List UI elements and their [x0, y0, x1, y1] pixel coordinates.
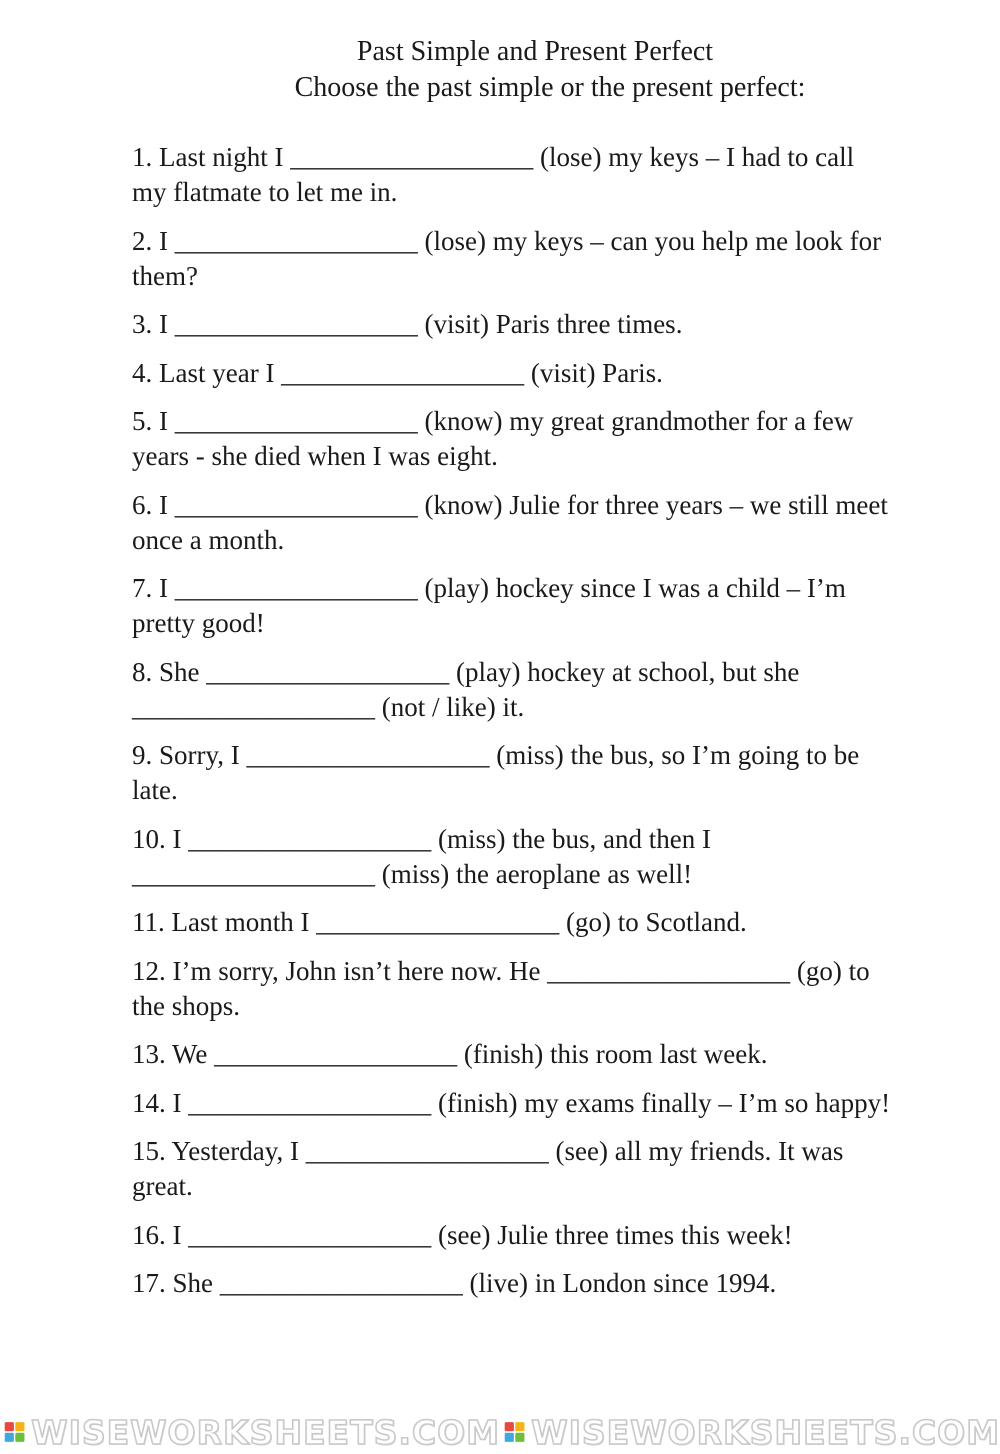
- exercise-item-8: 8. She __________________ (play) hockey at school, but she __________________ (not / like) it.: [132, 656, 800, 722]
- wiseworksheets-logo-icon: [4, 1417, 25, 1447]
- worksheet-instruction: Choose the past simple or the present perfect:: [294, 72, 806, 103]
- exercise-item-16: 16. I __________________ (see) Julie three times this week!: [132, 1219, 793, 1250]
- watermark-text: WISEWORKSHEETS.COM: [531, 1412, 1000, 1452]
- wiseworksheets-logo-icon: [504, 1417, 525, 1447]
- exercise-item-6: 6. I __________________ (know) Julie for three years – we still meet once a month.: [132, 489, 888, 555]
- exercise-item-12: 12. I’m sorry, John isn’t here now. He __________________ (go) to the shops.: [132, 955, 870, 1021]
- exercise-item-4: 4. Last year I __________________ (visit) Paris.: [132, 357, 663, 388]
- exercise-item-11: 11. Last month I __________________ (go) to Scotland.: [132, 907, 747, 937]
- exercise-item-5: 5. I __________________ (know) my great grandmother for a few years - she died when I was eight.: [132, 406, 854, 471]
- exercise-item-13: 13. We __________________ (finish) this room last week.: [132, 1039, 768, 1069]
- exercise-item-17: 17. She __________________ (live) in London since 1994.: [132, 1268, 777, 1298]
- worksheet-title: Past Simple and Present Perfect: [356, 36, 714, 67]
- exercise-item-3: 3. I __________________ (visit) Paris three times.: [132, 309, 683, 339]
- watermark-text: WISEWORKSHEETS.COM: [31, 1412, 500, 1452]
- exercise-item-1: 1. Last night I __________________ (lose) my keys – I had to call my flatmate to let me in.: [132, 142, 855, 207]
- watermark-block-left: [0, 1410, 500, 1454]
- exercise-item-14: 14. I __________________ (finish) my exams finally – I’m so happy!: [132, 1087, 891, 1118]
- exercise-item-2: 2. I __________________ (lose) my keys – can you help me look for them?: [132, 225, 882, 291]
- exercise-item-15: 15. Yesterday, I __________________ (see) all my friends. It was great.: [132, 1136, 844, 1201]
- exercise-item-10: 10. I __________________ (miss) the bus, and then I __________________ (miss) the aeroplane as well!: [132, 823, 711, 889]
- watermark-block-right: [500, 1410, 1000, 1454]
- exercise-list: [132, 140, 892, 1315]
- worksheet-header: [0, 34, 1000, 106]
- exercise-item-7: 7. I __________________ (play) hockey since I was a child – I’m pretty good!: [132, 573, 846, 638]
- exercise-item-9: 9. Sorry, I __________________ (miss) the bus, so I’m going to be late.: [132, 740, 860, 805]
- watermark-footer: [0, 1410, 1000, 1454]
